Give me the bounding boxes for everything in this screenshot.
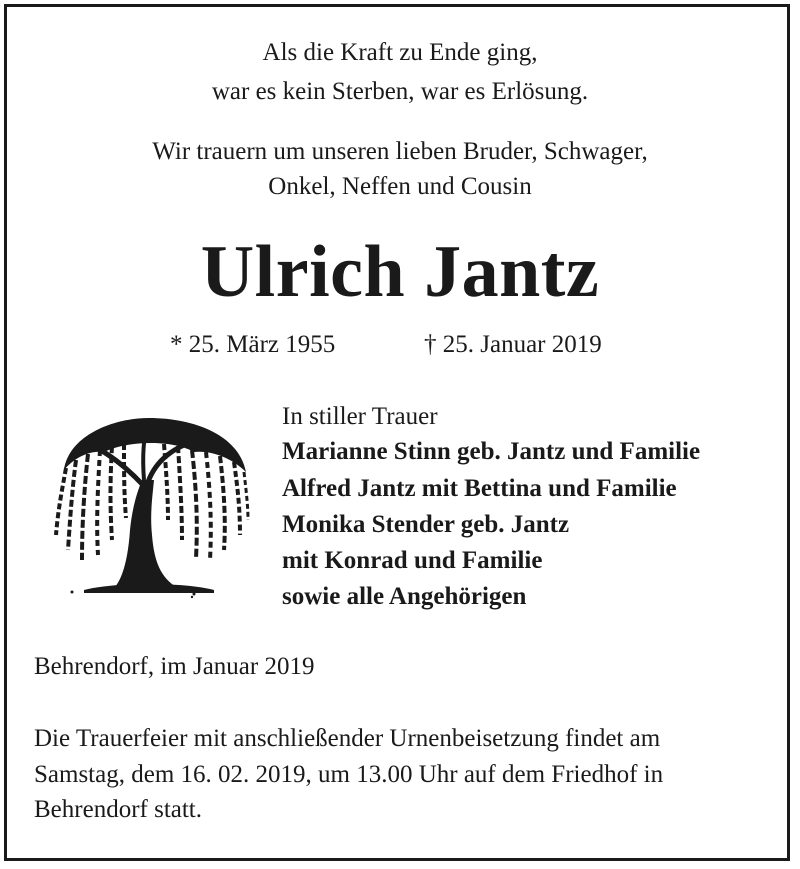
funeral-line-3: Behrendorf statt. [34, 796, 203, 823]
birth-date: * 25. März 1955 [170, 331, 336, 358]
mourner-line-3: Monika Stender geb. Jantz [282, 511, 570, 538]
mourner-line-1: Marianne Stinn geb. Jantz und Familie [282, 438, 701, 465]
mourner-line-5: sowie alle Angehörigen [282, 583, 527, 610]
intro-line-1: Wir trauern um unseren lieben Bruder, Schwager, [152, 138, 648, 165]
mourner-line-2: Alfred Jantz mit Bettina und Familie [282, 475, 677, 502]
weeping-willow-icon [44, 410, 254, 600]
funeral-line-1: Die Trauerfeier mit anschließender Urnenbeisetzung findet am [34, 725, 661, 752]
death-date: † 25. Januar 2019 [424, 331, 602, 358]
place-date: Behrendorf, im Januar 2019 [34, 653, 315, 680]
intro-line-2: Onkel, Neffen und Cousin [268, 173, 532, 200]
quote-line-1: Als die Kraft zu Ende ging, [262, 39, 538, 66]
deceased-name: Ulrich Jantz [200, 231, 600, 313]
funeral-line-2: Samstag, dem 16. 02. 2019, um 13.00 Uhr auf dem Friedhof in [34, 761, 664, 788]
quote-line-2: war es kein Sterben, war es Erlösung. [211, 78, 589, 105]
mourners-heading: In stiller Trauer [282, 403, 438, 430]
mourner-line-4: mit Konrad und Familie [282, 547, 543, 574]
